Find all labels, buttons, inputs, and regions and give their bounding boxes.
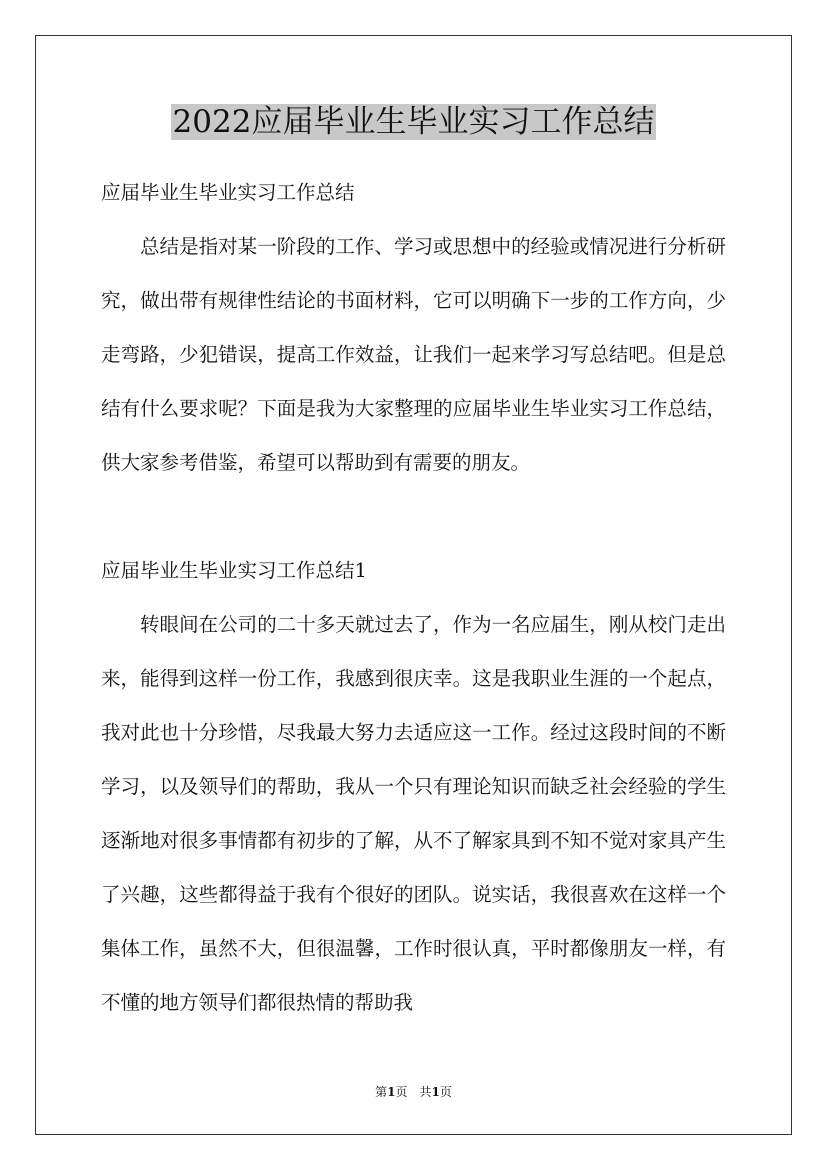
section1-paragraph: 转眼间在公司的二十多天就过去了，作为一名应届生，刚从校门走出来，能得到这样一份工作，我感到很庆幸。这是我职业生涯的一个起点，我对此也十分珍惜，尽我最大努力去适应这一工作。经过这段时间的不断学习，以及领导们的帮助，我从一个只有理论知识而缺乏社会经验的学生逐渐地对很多事情都有初步的了解，从不了解家具到不知不觉对家具产生了兴趣，这些都得益于我有个很好的团队。说实话，我很喜欢在这样一个集体工作，虽然不大，但很温馨，工作时很认真，平时都像朋友一样，有不懂的地方领导们都很热情的帮助我 [101,613,726,1014]
footer-page-suffix: 页 [395,1085,408,1099]
document-title-text: 2022应届毕业生毕业实习工作总结 [172,104,655,140]
intro-heading: 应届毕业生毕业实习工作总结 [101,181,355,204]
footer-page-current: 1 [387,1085,396,1099]
section1-heading: 应届毕业生毕业实习工作总结1 [101,559,367,582]
footer-page-prefix: 第 [375,1085,388,1099]
section-spacer [101,490,726,544]
document-title [0,100,827,144]
footer-total-suffix: 页 [439,1085,452,1099]
footer-total-pages: 1 [431,1085,440,1099]
document-body [101,166,726,1030]
page-footer [0,1083,827,1101]
footer-total-prefix: 共 [419,1085,432,1099]
intro-paragraph: 总结是指对某一阶段的工作、学习或思想中的经验或情况进行分析研究，做出带有规律性结论的书面材料，它可以明确下一步的工作方向，少走弯路，少犯错误，提高工作效益，让我们一起来学习写总结吧。但是总结有什么要求呢？下面是我为大家整理的应届毕业生毕业实习工作总结，供大家参考借鉴，希望可以帮助到有需要的朋友。 [101,235,726,474]
